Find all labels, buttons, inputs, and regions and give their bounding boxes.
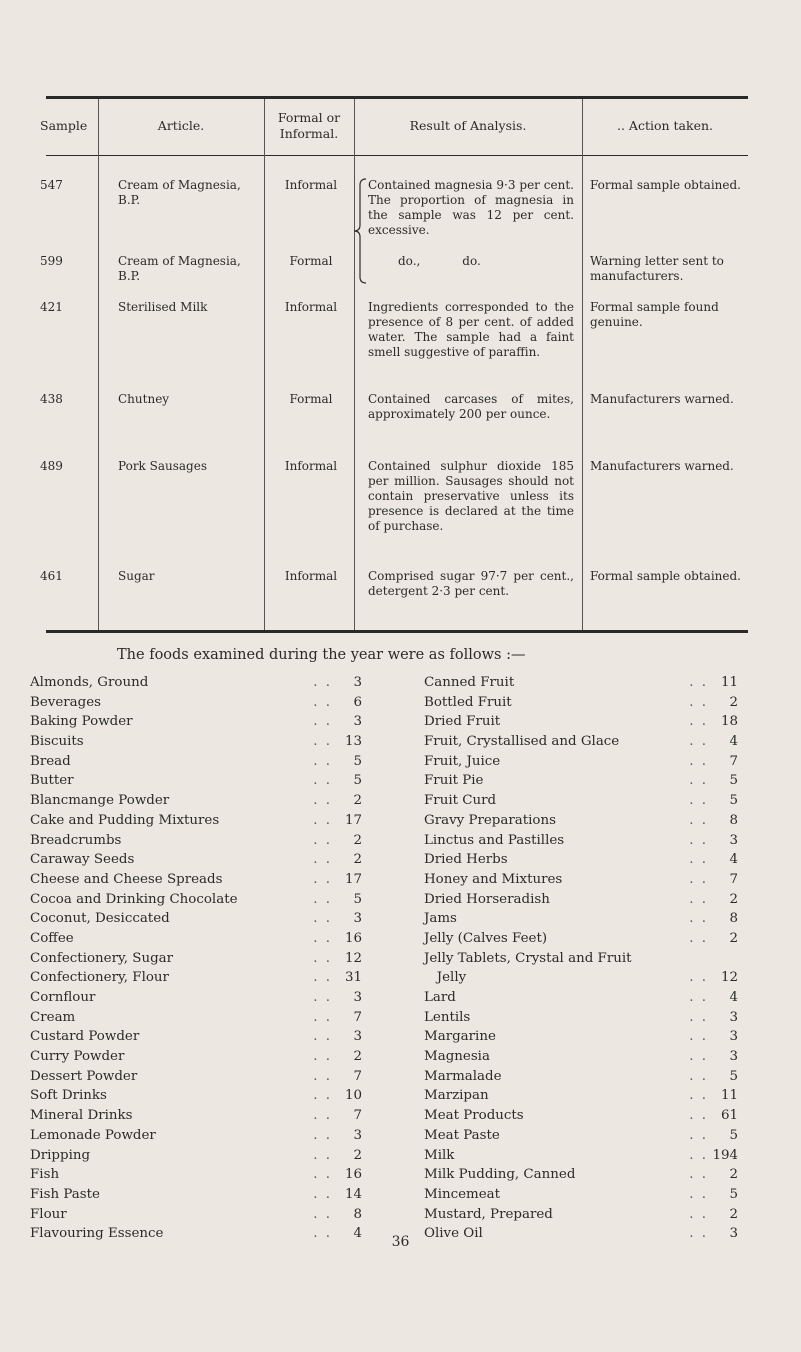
food-count: 4 xyxy=(353,1226,362,1242)
row-article: Cream of Magnesia, B.P. xyxy=(118,178,241,207)
food-name: Fruit Curd xyxy=(424,793,497,809)
row-sample-number: 421 xyxy=(40,300,63,314)
leader-dots: . . xyxy=(689,1206,708,1222)
leader-dots: . . xyxy=(313,950,332,966)
row-type: Formal xyxy=(289,392,333,406)
header-sample: Sample xyxy=(40,118,88,133)
food-list-item xyxy=(30,1126,362,1146)
food-name: Linctus and Pastilles xyxy=(424,832,565,848)
food-count: 7 xyxy=(353,1009,362,1025)
food-list-item xyxy=(424,1027,738,1047)
food-count: 31 xyxy=(344,970,362,986)
food-count: 3 xyxy=(353,911,362,927)
food-name: Honey and Mixtures xyxy=(424,871,563,887)
leader-dots: . . xyxy=(313,1226,332,1242)
food-count: 8 xyxy=(353,1206,362,1222)
food-list-item xyxy=(30,831,362,851)
food-name: Fruit Pie xyxy=(424,773,484,789)
leader-dots: . . xyxy=(689,1186,708,1202)
food-list-item xyxy=(424,1165,738,1185)
food-list-item xyxy=(30,1185,362,1205)
food-name: Fish xyxy=(30,1167,60,1183)
food-list-item xyxy=(30,890,362,910)
food-name: Jelly (Calves Feet) xyxy=(424,930,548,946)
food-name: Lard xyxy=(424,990,456,1005)
food-list-item xyxy=(424,1146,738,1166)
food-name: Dried Fruit xyxy=(424,714,501,730)
food-name: Margarine xyxy=(424,1029,496,1045)
food-list-item xyxy=(30,929,362,949)
row-type: Formal xyxy=(289,254,333,268)
food-list-item xyxy=(30,1106,362,1126)
table-top-rule xyxy=(46,96,748,99)
food-count: 12 xyxy=(344,950,362,966)
food-count: 5 xyxy=(729,773,738,789)
row-result: do., do. xyxy=(398,254,481,268)
leader-dots: . . xyxy=(313,753,332,769)
leader-dots: . . xyxy=(689,1049,708,1065)
food-name: Curry Powder xyxy=(30,1049,125,1065)
food-name: Canned Fruit xyxy=(424,675,515,690)
row-article: Sterilised Milk xyxy=(118,300,208,314)
food-count: 4 xyxy=(729,852,738,868)
row-result: Ingredients corresponded to the presence of 8 per cent. of added water. The sample had a faint smell suggestive of paraffin. xyxy=(368,300,574,359)
food-name: Mincemeat xyxy=(424,1186,501,1202)
food-name: Beverages xyxy=(30,694,102,710)
food-list-item xyxy=(424,693,738,713)
food-count: 16 xyxy=(344,1167,362,1183)
food-count: 2 xyxy=(729,1206,738,1222)
food-count: 3 xyxy=(729,1049,738,1065)
leader-dots: . . xyxy=(689,1068,708,1084)
leader-dots: . . xyxy=(313,793,332,809)
food-count: 3 xyxy=(353,714,362,730)
food-name: Breadcrumbs xyxy=(30,832,122,848)
food-name: Coffee xyxy=(30,930,74,946)
leader-dots: . . xyxy=(689,1167,708,1183)
leader-dots: . . xyxy=(313,1088,332,1104)
leader-dots: . . xyxy=(313,773,332,789)
food-name: Dripping xyxy=(30,1147,91,1163)
food-count: 3 xyxy=(729,1029,738,1045)
row-type: Informal xyxy=(284,300,338,314)
leader-dots: . . xyxy=(313,1068,332,1084)
food-list-item xyxy=(424,712,738,732)
food-count: 5 xyxy=(353,773,362,789)
food-name: Custard Powder xyxy=(30,1029,140,1045)
leader-dots: . . xyxy=(689,1088,708,1104)
food-list-item xyxy=(424,752,738,772)
food-count: 10 xyxy=(344,1088,362,1104)
food-name: Marzipan xyxy=(424,1088,489,1104)
row-article: Cream of Magnesia, B.P. xyxy=(118,254,241,283)
leader-dots: . . xyxy=(313,1167,332,1183)
food-list-item xyxy=(424,673,738,693)
food-list-item xyxy=(30,771,362,791)
leader-dots: . . xyxy=(689,1226,708,1242)
foods-intro: The foods examined during the year were as follows :— xyxy=(117,647,526,663)
food-name: Confectionery, Flour xyxy=(30,970,169,986)
leader-dots: . . xyxy=(689,793,708,809)
leader-dots: . . xyxy=(313,911,332,927)
food-count: 3 xyxy=(353,675,362,690)
food-list-item xyxy=(30,1047,362,1067)
leader-dots: . . xyxy=(689,871,708,887)
food-count: 4 xyxy=(729,734,738,750)
food-list-item xyxy=(30,732,362,752)
header-article: Article. xyxy=(157,118,205,133)
leader-dots: . . xyxy=(689,1147,708,1163)
row-action: Manufacturers warned. xyxy=(590,459,734,473)
leader-dots: . . xyxy=(689,773,708,789)
food-name: Jams xyxy=(424,911,457,927)
leader-dots: . . xyxy=(689,714,708,730)
food-name: Gravy Preparations xyxy=(424,812,556,828)
food-name: Bottled Fruit xyxy=(424,694,512,710)
leader-dots: . . xyxy=(313,891,332,907)
food-count: 194 xyxy=(712,1147,738,1163)
header-action: .. Action taken. xyxy=(617,118,713,133)
food-name: Confectionery, Sugar xyxy=(30,950,174,966)
food-name: Lentils xyxy=(424,1009,471,1025)
leader-dots: . . xyxy=(313,675,332,690)
food-list-item xyxy=(424,909,738,929)
food-count: 11 xyxy=(720,1088,738,1104)
food-list-item xyxy=(30,693,362,713)
leader-dots: . . xyxy=(313,970,332,986)
food-name: Magnesia xyxy=(424,1049,490,1065)
leader-dots: . . xyxy=(689,891,708,907)
leader-dots: . . xyxy=(689,734,708,750)
food-list-item xyxy=(424,1008,738,1028)
food-list-item xyxy=(30,1146,362,1166)
food-count: 3 xyxy=(353,1127,362,1143)
food-name: Caraway Seeds xyxy=(30,852,135,868)
food-count: 7 xyxy=(353,1108,362,1124)
food-count: 2 xyxy=(729,930,738,946)
row-action: Manufacturers warned. xyxy=(590,392,734,406)
row-result: Contained magnesia 9·3 per cent. The proportion of magnesia in the sample was 12 per cent. excessive. xyxy=(368,178,574,237)
food-list-item xyxy=(30,909,362,929)
row-article: Sugar xyxy=(118,569,155,583)
leader-dots: . . xyxy=(313,871,332,887)
leader-dots: . . xyxy=(313,714,332,730)
row-action: Formal sample found genuine. xyxy=(590,300,719,329)
food-name: Cake and Pudding Mixtures xyxy=(30,812,220,828)
row-sample-number: 461 xyxy=(40,569,63,583)
food-count: 2 xyxy=(729,694,738,710)
food-count: 3 xyxy=(729,832,738,848)
leader-dots: . . xyxy=(313,694,332,710)
column-divider xyxy=(582,99,583,630)
food-name: Fruit, Juice xyxy=(424,753,501,769)
leader-dots: . . xyxy=(313,1029,332,1045)
leader-dots: . . xyxy=(313,1147,332,1163)
food-count: 5 xyxy=(729,1127,738,1143)
food-name: Blancmange Powder xyxy=(30,793,170,809)
food-count: 2 xyxy=(353,832,362,848)
leader-dots: . . xyxy=(689,990,708,1005)
food-name: Cocoa and Drinking Chocolate xyxy=(30,891,238,907)
food-count: 5 xyxy=(353,891,362,907)
food-count: 2 xyxy=(729,1167,738,1183)
food-count: 3 xyxy=(353,1029,362,1045)
food-name: Fruit, Crystallised and Glace xyxy=(424,734,620,750)
food-list-item xyxy=(30,988,362,1008)
food-count: 11 xyxy=(720,675,738,690)
row-sample-number: 489 xyxy=(40,459,63,473)
food-name: Lemonade Powder xyxy=(30,1127,156,1143)
column-divider xyxy=(264,99,265,630)
row-type: Informal xyxy=(284,178,338,192)
food-name: Flavouring Essence xyxy=(30,1226,164,1242)
food-count: 3 xyxy=(729,1009,738,1025)
food-count: 17 xyxy=(344,871,362,887)
leader-dots: . . xyxy=(689,1108,708,1124)
leader-dots: . . xyxy=(689,911,708,927)
header-formal-informal: Formal or Informal. xyxy=(277,110,341,141)
food-name: Bread xyxy=(30,753,71,769)
food-count: 14 xyxy=(344,1186,362,1202)
food-name: Fish Paste xyxy=(30,1186,100,1202)
leader-dots: . . xyxy=(689,675,708,690)
row-action: Formal sample obtained. xyxy=(590,178,741,192)
food-name: Jelly xyxy=(424,970,467,986)
header-result: Result of Analysis. xyxy=(409,118,527,133)
food-list-item xyxy=(30,1165,362,1185)
food-count: 7 xyxy=(729,753,738,769)
food-name: Dried Herbs xyxy=(424,852,508,868)
table-bottom-rule xyxy=(46,630,748,633)
food-name: Meat Products xyxy=(424,1108,524,1124)
food-name: Mustard, Prepared xyxy=(424,1206,553,1222)
leader-dots: . . xyxy=(689,753,708,769)
food-list-item xyxy=(30,811,362,831)
food-count: 2 xyxy=(729,891,738,907)
food-list-item xyxy=(424,732,738,752)
food-name: Cream xyxy=(30,1009,76,1025)
row-type: Informal xyxy=(284,459,338,473)
food-list-item xyxy=(424,988,738,1008)
food-list-item xyxy=(424,968,738,988)
food-list-item xyxy=(424,1067,738,1087)
food-list-item xyxy=(424,890,738,910)
page-number: 36 xyxy=(391,1234,410,1250)
food-name: Flour xyxy=(30,1206,67,1222)
column-divider xyxy=(98,99,99,630)
leader-dots: . . xyxy=(689,852,708,868)
food-name: Olive Oil xyxy=(424,1226,483,1242)
food-name: Baking Powder xyxy=(30,714,133,730)
food-name: Butter xyxy=(30,773,74,789)
food-count: 5 xyxy=(729,793,738,809)
food-list-item xyxy=(424,1106,738,1126)
leader-dots: . . xyxy=(689,1009,708,1025)
food-list-item xyxy=(424,1185,738,1205)
row-result: Comprised sugar 97·7 per cent., detergent 2·3 per cent. xyxy=(368,569,574,598)
food-name: Dessert Powder xyxy=(30,1068,138,1084)
leader-dots: . . xyxy=(313,734,332,750)
foods-list-right xyxy=(424,673,738,1244)
food-list-item xyxy=(30,850,362,870)
food-list-item xyxy=(30,1067,362,1087)
food-count: 5 xyxy=(729,1186,738,1202)
food-count: 7 xyxy=(729,871,738,887)
leader-dots: . . xyxy=(689,694,708,710)
leader-dots: . . xyxy=(313,930,332,946)
food-count: 2 xyxy=(353,1049,362,1065)
food-count: 12 xyxy=(720,970,738,986)
food-count: 7 xyxy=(353,1068,362,1084)
food-list-item xyxy=(30,870,362,890)
leader-dots: . . xyxy=(313,852,332,868)
food-name: Jelly Tablets, Crystal and Fruit xyxy=(424,950,632,966)
food-list-item xyxy=(30,968,362,988)
leader-dots: . . xyxy=(689,1127,708,1143)
food-name: Biscuits xyxy=(30,734,84,750)
food-list-item xyxy=(30,712,362,732)
food-name: Meat Paste xyxy=(424,1127,500,1143)
foods-list-left xyxy=(30,673,362,1244)
row-sample-number: 599 xyxy=(40,254,63,268)
food-count: 2 xyxy=(353,852,362,868)
food-list-item xyxy=(424,791,738,811)
leader-dots: . . xyxy=(313,1009,332,1025)
food-list-item xyxy=(424,1205,738,1225)
food-list-item xyxy=(30,791,362,811)
food-list-item xyxy=(424,771,738,791)
leader-dots: . . xyxy=(313,990,332,1005)
food-count: 17 xyxy=(344,812,362,828)
leader-dots: . . xyxy=(313,1186,332,1202)
food-name: Milk Pudding, Canned xyxy=(424,1167,576,1183)
row-result: Contained carcases of mites, approximately 200 per ounce. xyxy=(368,392,574,421)
food-list-item xyxy=(424,1126,738,1146)
leader-dots: . . xyxy=(313,1049,332,1065)
food-list-item xyxy=(30,752,362,772)
food-list-item xyxy=(424,811,738,831)
food-name: Marmalade xyxy=(424,1068,502,1084)
row-action: Formal sample obtained. xyxy=(590,569,741,583)
food-name: Milk xyxy=(424,1147,455,1163)
food-count: 13 xyxy=(344,734,362,750)
food-count: 18 xyxy=(720,714,738,730)
leader-dots: . . xyxy=(689,930,708,946)
food-list-item xyxy=(424,850,738,870)
food-list-item xyxy=(30,1205,362,1225)
leader-dots: . . xyxy=(313,1206,332,1222)
food-count: 2 xyxy=(353,1147,362,1163)
food-count: 6 xyxy=(353,694,362,710)
leader-dots: . . xyxy=(313,812,332,828)
food-count: 16 xyxy=(344,930,362,946)
food-list-item xyxy=(424,1047,738,1067)
food-list-item xyxy=(424,1086,738,1106)
food-list-item xyxy=(30,1008,362,1028)
row-sample-number: 438 xyxy=(40,392,63,406)
food-count: 5 xyxy=(353,753,362,769)
food-count: 8 xyxy=(729,911,738,927)
row-result: Contained sulphur dioxide 185 per million. Sausages should not contain preservative unless its presence is declared at the time of purchase. xyxy=(368,459,574,533)
leader-dots: . . xyxy=(313,1108,332,1124)
row-type: Informal xyxy=(284,569,338,583)
table-header-rule xyxy=(46,155,748,156)
food-name: Cornflour xyxy=(30,990,96,1005)
food-list-item xyxy=(30,673,362,693)
food-count: 8 xyxy=(729,812,738,828)
food-count: 2 xyxy=(353,793,362,809)
leader-dots: . . xyxy=(689,832,708,848)
leader-dots: . . xyxy=(689,812,708,828)
row-sample-number: 547 xyxy=(40,178,63,192)
food-count: 3 xyxy=(729,1226,738,1242)
leader-dots: . . xyxy=(313,1127,332,1143)
food-name: Coconut, Desiccated xyxy=(30,911,170,927)
food-list-item xyxy=(424,831,738,851)
food-list-item xyxy=(424,870,738,890)
food-list-item xyxy=(30,1086,362,1106)
food-count: 5 xyxy=(729,1068,738,1084)
leader-dots: . . xyxy=(689,1029,708,1045)
leader-dots: . . xyxy=(689,970,708,986)
food-count: 61 xyxy=(720,1108,738,1124)
row-action: Warning letter sent to manufacturers. xyxy=(590,254,724,283)
row-article: Chutney xyxy=(118,392,170,406)
food-count: 3 xyxy=(353,990,362,1005)
food-name: Mineral Drinks xyxy=(30,1108,133,1124)
food-name: Soft Drinks xyxy=(30,1088,107,1104)
row-article: Pork Sausages xyxy=(118,459,207,473)
leader-dots: . . xyxy=(313,832,332,848)
food-list-item xyxy=(424,949,738,969)
curly-brace-icon xyxy=(352,177,368,285)
food-name: Cheese and Cheese Spreads xyxy=(30,871,223,887)
food-name: Dried Horseradish xyxy=(424,891,550,907)
food-count: 4 xyxy=(729,990,738,1005)
food-name: Almonds, Ground xyxy=(30,675,149,690)
food-list-item xyxy=(30,949,362,969)
food-list-item xyxy=(424,929,738,949)
food-list-item xyxy=(30,1027,362,1047)
